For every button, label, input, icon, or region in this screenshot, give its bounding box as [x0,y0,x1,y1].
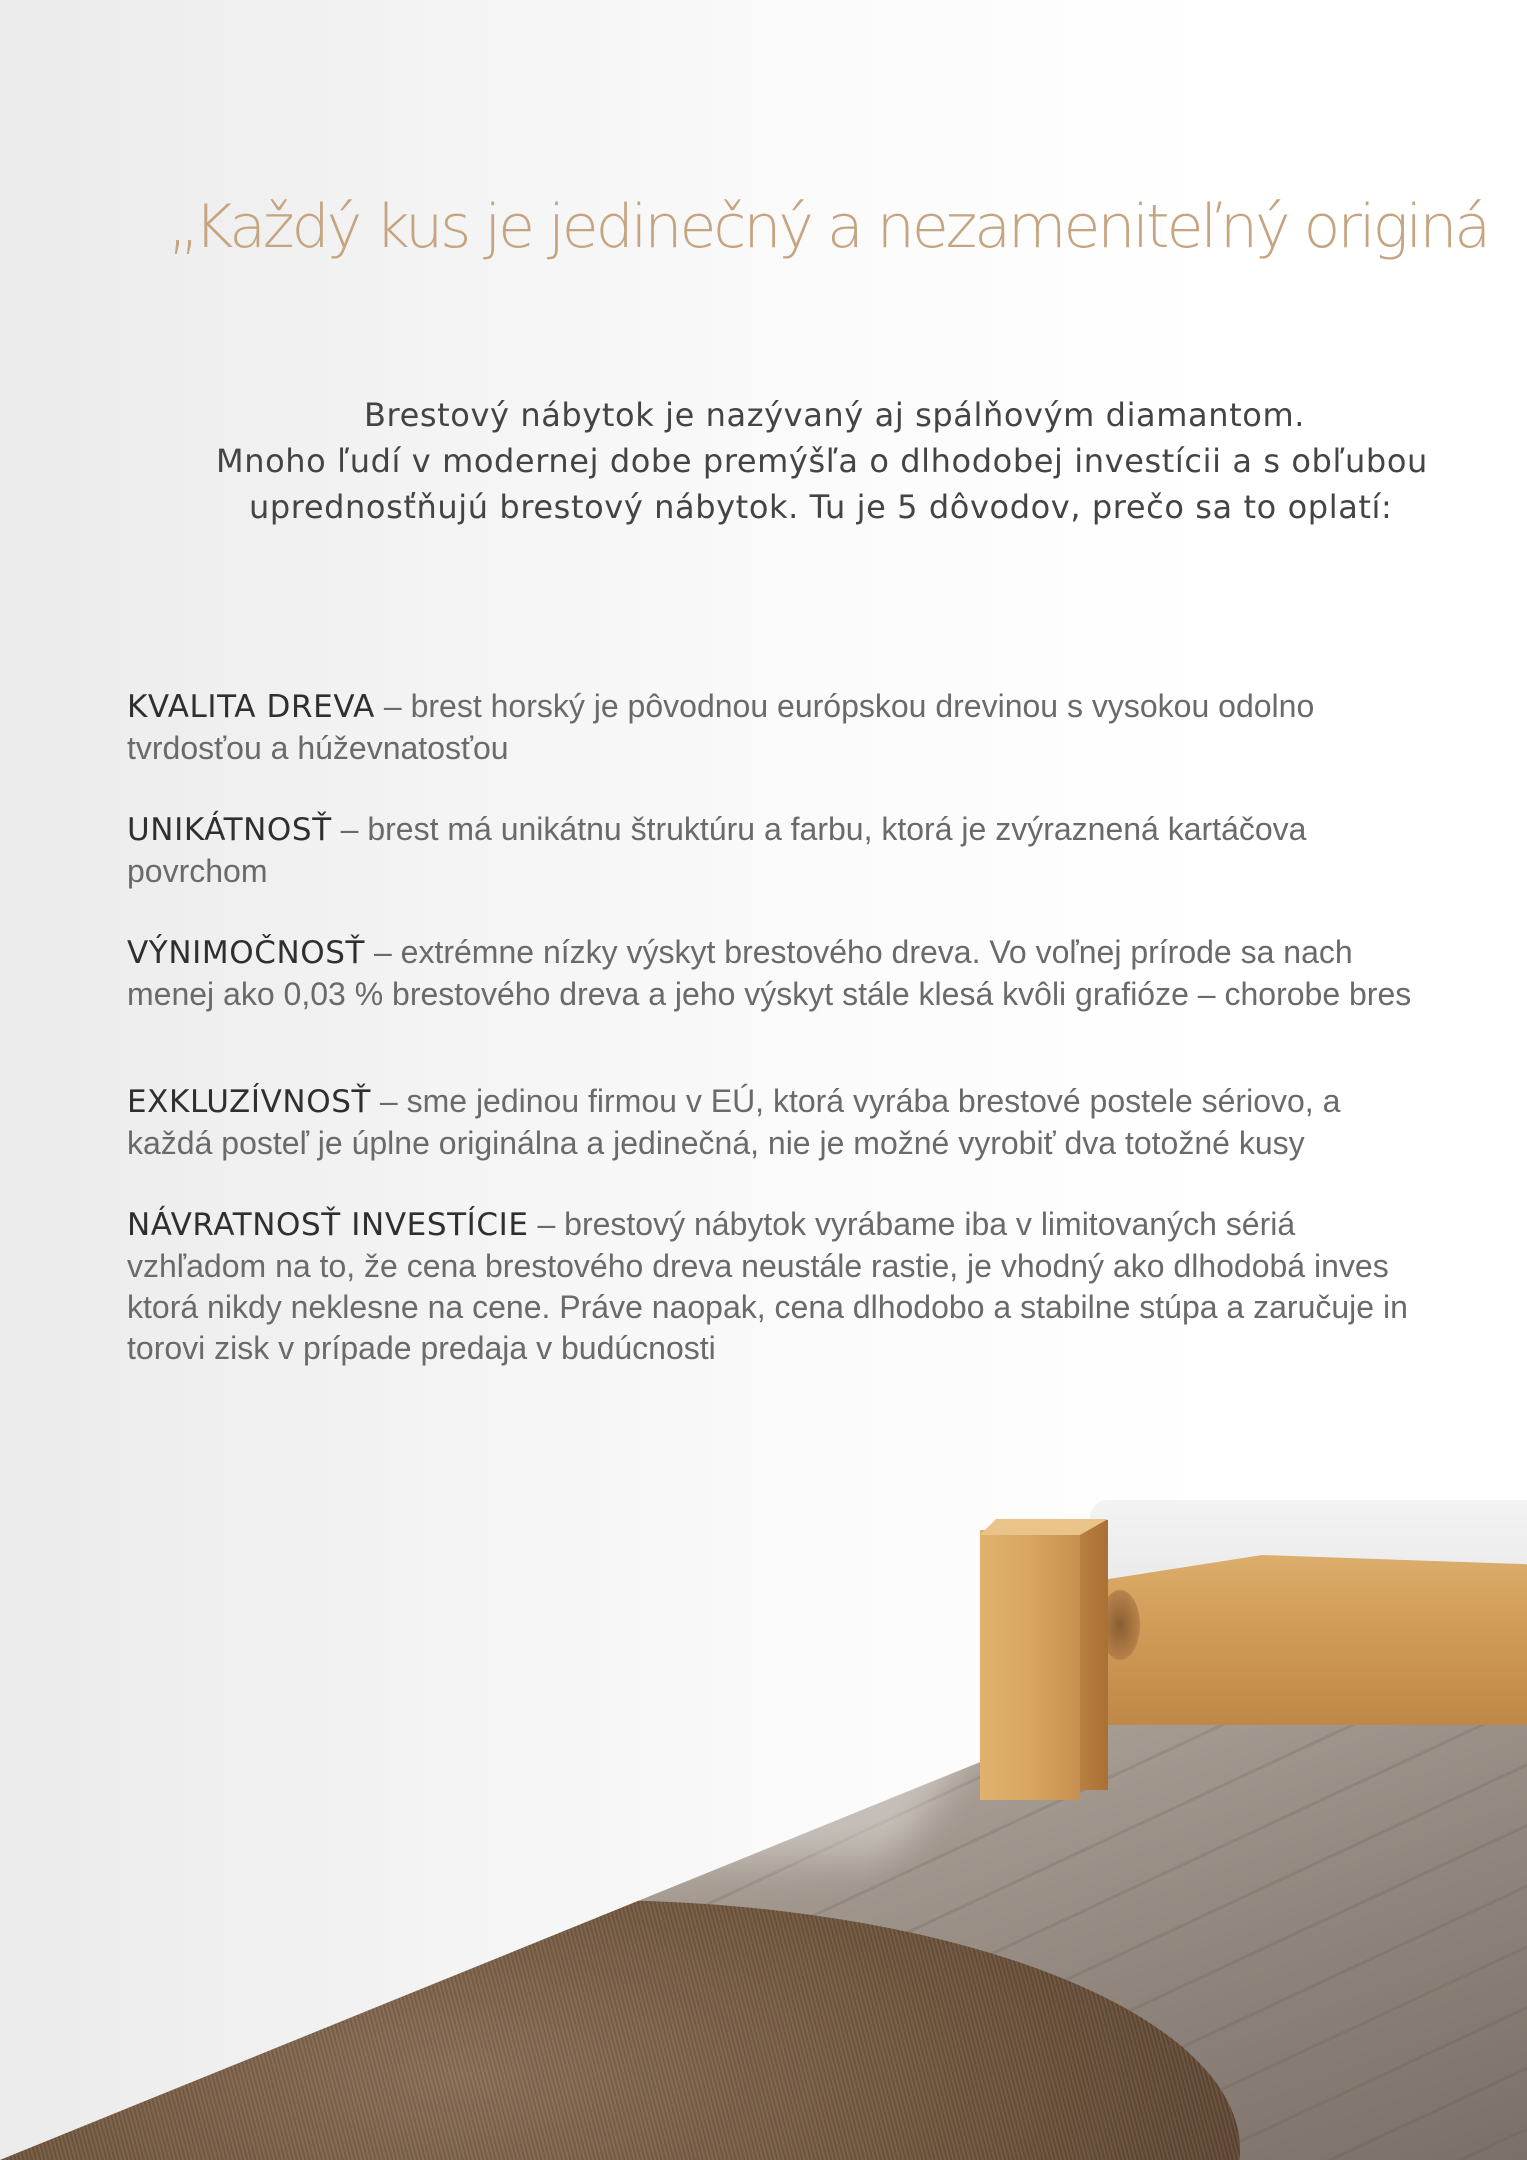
intro-line: Brestový nábytok je nazývaný aj spálňovým diamantom. [364,396,1305,434]
reason-item [127,686,1527,769]
intro-line: Mnoho ľudí v modernej dobe premýšľa o dlhodobej investícii a s obľubou [216,442,1428,480]
reason-term: KVALITA DREVA [127,689,375,725]
reason-text: tvrdosťou a húževnatosťou [127,730,509,766]
reason-text: – brest horský je pôvodnou európskou drevinou s vysokou odolno [375,688,1315,724]
bed-post-top [980,1519,1108,1535]
reason-text: – brest má unikátnu štruktúru a farbu, ktorá je zvýraznená kartáčova [331,811,1307,847]
reason-text: – sme jedinou firmou v EÚ, ktorá vyrába brestové postele sériovo, a [371,1083,1341,1119]
quote-heading: „Každý kus je jedinečný a nezameniteľný originá [168,192,1489,262]
reason-text: ktorá nikdy neklesne na cene. Práve naopak, cena dlhodobo a stabilne stúpa a zaručuje in [127,1289,1408,1325]
reason-text: – brestový nábytok vyrábame iba v limitovaných sériá [528,1206,1296,1242]
reason-term: UNIKÁTNOSŤ [127,812,332,848]
reason-term: NÁVRATNOSŤ INVESTÍCIE [127,1207,529,1243]
reason-item [127,1081,1527,1164]
wood-knot [1100,1590,1140,1660]
reason-text: povrchom [127,853,268,889]
reason-text: menej ako 0,03 % brestového dreva a jeho výskyt stále klesá kvôli grafióze – chorobe bres [127,976,1412,1012]
bedroom-photo [0,1480,1527,2160]
reason-text: – extrémne nízky výskyt brestového dreva. Vo voľnej prírode sa nach [365,934,1353,970]
reason-term: EXKLUZÍVNOSŤ [127,1084,372,1120]
reason-item [127,932,1527,1015]
intro-line: uprednosťňujú brestový nábytok. Tu je 5 dôvodov, prečo sa to oplatí: [249,488,1393,526]
reason-text: vzhľadom na to, že cena brestového dreva neustále rastie, je vhodný ako dlhodobá inves [127,1248,1389,1284]
reason-text: každá posteľ je úplne originálna a jedinečná, nie je možné vyrobiť dva totožné kusy [127,1125,1305,1161]
reason-text: torovi zisk v prípade predaja v budúcnosti [127,1330,716,1366]
reason-item [127,809,1527,892]
reason-term: VÝNIMOČNOSŤ [127,935,366,971]
reason-item [127,1204,1527,1369]
